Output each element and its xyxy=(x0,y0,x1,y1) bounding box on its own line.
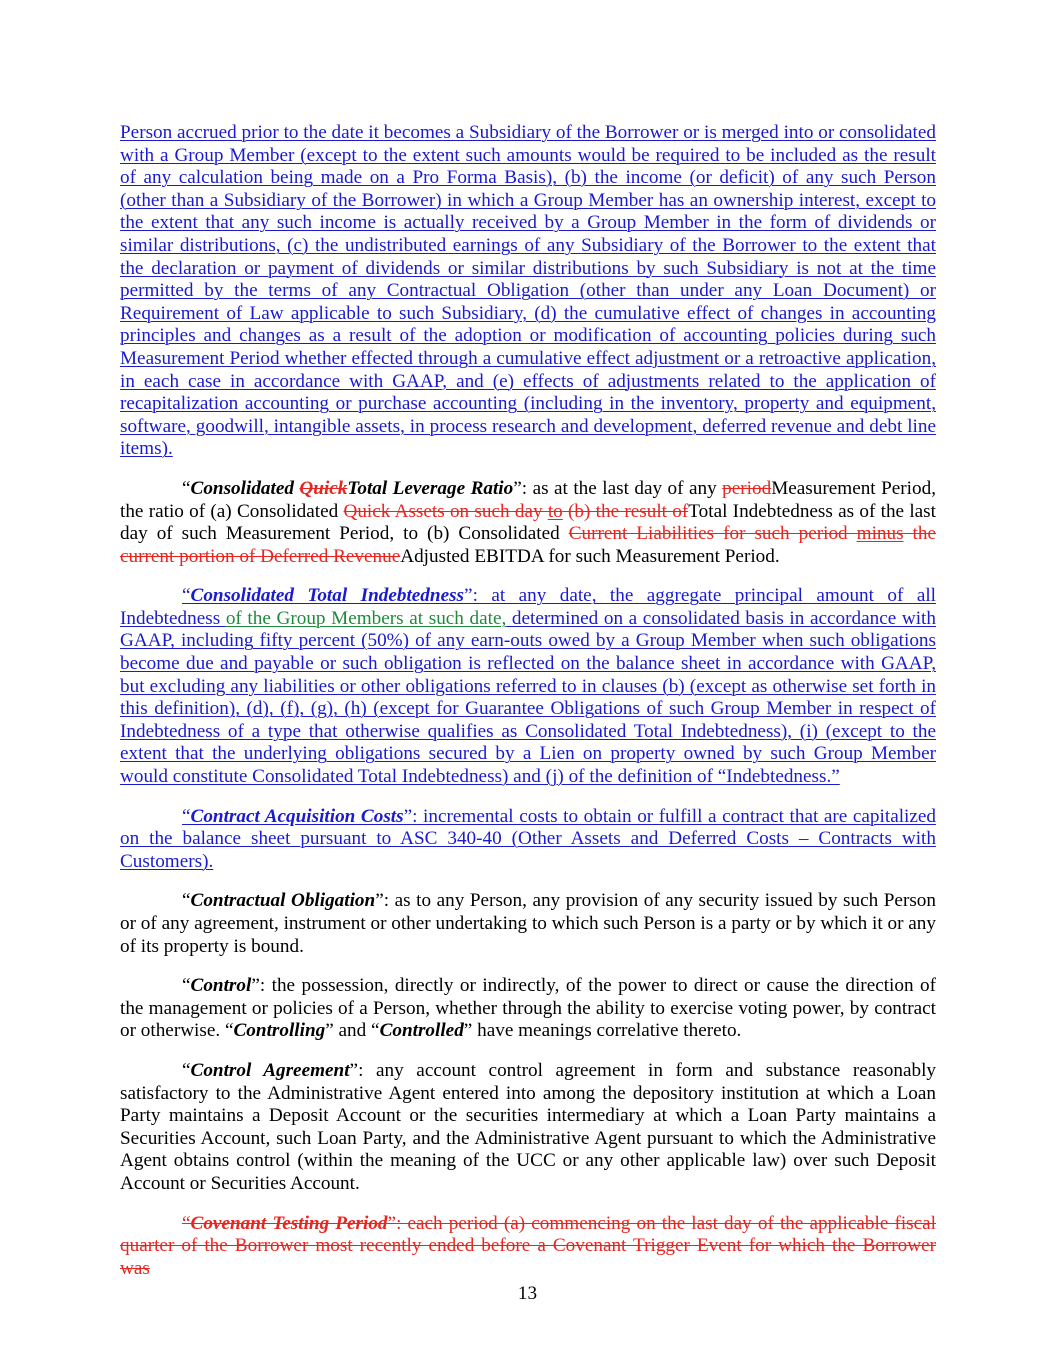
close-quote: ” xyxy=(513,477,522,499)
open-quote: “ xyxy=(182,477,191,499)
inserted-text-run: : incremental costs to obtain or fulfill a contract that are capitalized on the balance sheet pursuant to ASC 340-40 (Other Assets and Deferred Costs – Contracts with Customers). xyxy=(120,805,936,872)
close-quote: ” xyxy=(349,1059,359,1081)
defined-term: Covenant Testing Period xyxy=(190,1212,388,1234)
open-quote: “ xyxy=(182,975,191,997)
deleted-text-result-of: (b) the result of xyxy=(562,500,689,522)
body-text: : any account control agreement in form and substance reasonably satisfactory to the Administrative Agent entered into among the depository institution at which a Loan Party maintains a Deposit Account or the securities intermediary at which a Loan Party maintains a Securities Account, such Loan Party, and the Administrative Agent pursuant to which the Administrative Agent obtains control (within the meaning of the UCC or any other applicable law) over such Deposit Account or Securities Account. xyxy=(120,1059,936,1194)
inserted-text-run-author2: of the Group Members at such date, xyxy=(225,607,507,629)
open-quote: “ xyxy=(182,1059,191,1081)
defined-term: Control xyxy=(190,975,252,997)
deleted-inserted-text-to: to xyxy=(547,500,563,522)
paragraph-control-agreement xyxy=(120,1060,936,1196)
open-quote: “ xyxy=(182,890,191,912)
inserted-text-run-author1-b: determined on a consolidated basis in accordance with GAAP, including fifty percent (50%) of any earn-outs owed by a Group Member when such obligations become due and payable or such obligation is reflected on the balance sheet in accordance with GAAP, but excluding any liabilities or other obligations referred to in clauses (b) (except as otherwise set forth in this definition), (d), (f), (g), (h) (except for Guarantee Obligations of such Group Member in respect of Indebtedness of a type that otherwise qualifies as Consolidated Total Indebtedness), (i) (except to the extent that the underlying obligations secured by a Lien on property owned by such Group Member would constitute Consolidated Total Indebtedness) and (j) of the definition of “Indebtedness.” xyxy=(120,607,936,788)
deleted-text-quick-assets: Quick Assets on such day xyxy=(343,500,548,522)
close-quote: ” xyxy=(387,1212,397,1234)
body-segment-3: Measurement Period, the ratio of (a) Consolidated xyxy=(120,477,936,522)
page-footer xyxy=(0,1283,1055,1305)
body-text-part3: ” have meanings correlative thereto. xyxy=(463,1020,742,1042)
deleted-inserted-text-minus: minus xyxy=(856,523,904,545)
inserted-text-run-author1-a: : at any date, the aggregate principal amount of all Indebtedness xyxy=(120,585,936,629)
paragraph-consolidated-total-indebtedness xyxy=(120,585,936,788)
open-quote: “ xyxy=(182,1212,191,1234)
paragraph-continued-ebitda-definition xyxy=(120,122,936,461)
defined-term-controlling: Controlling xyxy=(233,1020,326,1042)
defined-term: Control Agreement xyxy=(190,1059,350,1081)
body-segment-7: Total Indebtedness as of the last day of such Measurement Period, to (b) Consolidated xyxy=(120,500,936,545)
defined-term: Contract Acquisition Costs xyxy=(190,805,404,827)
deleted-text-deferred-revenue: the current portion of Deferred Revenue xyxy=(120,523,936,567)
paragraph-consolidated-total-leverage-ratio xyxy=(120,478,936,568)
close-quote: ” xyxy=(464,585,473,607)
deleted-text-current-liabilities: Current Liabilities for such period xyxy=(568,523,857,545)
open-quote: “ xyxy=(182,585,191,607)
page-content xyxy=(120,122,936,1297)
deleted-term-quick: Quick xyxy=(299,477,348,499)
body-segment-11: Adjusted EBITDA for such Measurement Period. xyxy=(400,545,780,567)
body-text-part1: : the possession, directly or indirectly, of the power to direct or cause the direction of the management or policies of a Person, whether through the ability to exercise voting power, by contract or otherwise. “ xyxy=(120,975,936,1042)
body-segment-1: : as at the last day of any xyxy=(521,477,723,499)
open-quote: “ xyxy=(182,805,191,827)
inserted-text-run: Person accrued prior to the date it becomes a Subsidiary of the Borrower or is merged into or consolidated with a Group Member (except to the extent such amounts would be required to be included as the result of any calculation being made on a Pro Forma Basis), (b) the income (or deficit) of any such Person (other than a Subsidiary of the Borrower) in which a Group Member has an ownership interest, except to the extent that any such income is actually received by a Group Member in the form of dividends or similar distributions, (c) the undistributed earnings of any Subsidiary of the Borrower to the extent that the declaration or payment of dividends or similar distributions by such Subsidiary is not at the time permitted by the terms of any Contractual Obligation (other than under any Loan Document) or Requirement of Law applicable to such Subsidiary, (d) the cumulative effect of changes in accounting principles and changes as a result of the adoption or modification of accounting policies during such Measurement Period whether effected through a cumulative effect adjustment or a retroactive application, in each case in accordance with GAAP, and (e) effects of adjustments related to the application of recapitalization accounting or purchase accounting (including in the inventory, property and equipment, software, goodwill, intangible assets, in process research and development, deferred revenue and debt line items). xyxy=(120,122,936,460)
defined-term: Contractual Obligation xyxy=(190,890,376,912)
defined-term-controlled: Controlled xyxy=(379,1020,464,1042)
paragraph-contract-acquisition-costs xyxy=(120,806,936,874)
body-text: : as to any Person, any provision of any security issued by such Person or of any agreement, instrument or other undertaking to which such Person is a party or by which it or any of its property is bound. xyxy=(120,890,936,957)
defined-term-part2: Total Leverage Ratio xyxy=(347,477,514,499)
deleted-text-period: period xyxy=(722,477,772,499)
page-number: 13 xyxy=(517,1283,538,1304)
close-quote: ” xyxy=(403,805,413,827)
defined-term-part1: Consolidated xyxy=(190,477,300,499)
paragraph-contractual-obligation xyxy=(120,890,936,958)
deleted-text-run: : each period (a) commencing on the last day of the applicable fiscal quarter of the Borrower most recently ended before a Covenant Trigger Event for which the Borrower was xyxy=(120,1212,936,1279)
close-quote: ” xyxy=(375,890,384,912)
close-quote: ” xyxy=(251,975,260,997)
paragraph-covenant-testing-period xyxy=(120,1213,936,1281)
paragraph-control xyxy=(120,975,936,1043)
defined-term: Consolidated Total Indebtedness xyxy=(190,585,465,607)
body-text-part2: ” and “ xyxy=(325,1020,380,1042)
